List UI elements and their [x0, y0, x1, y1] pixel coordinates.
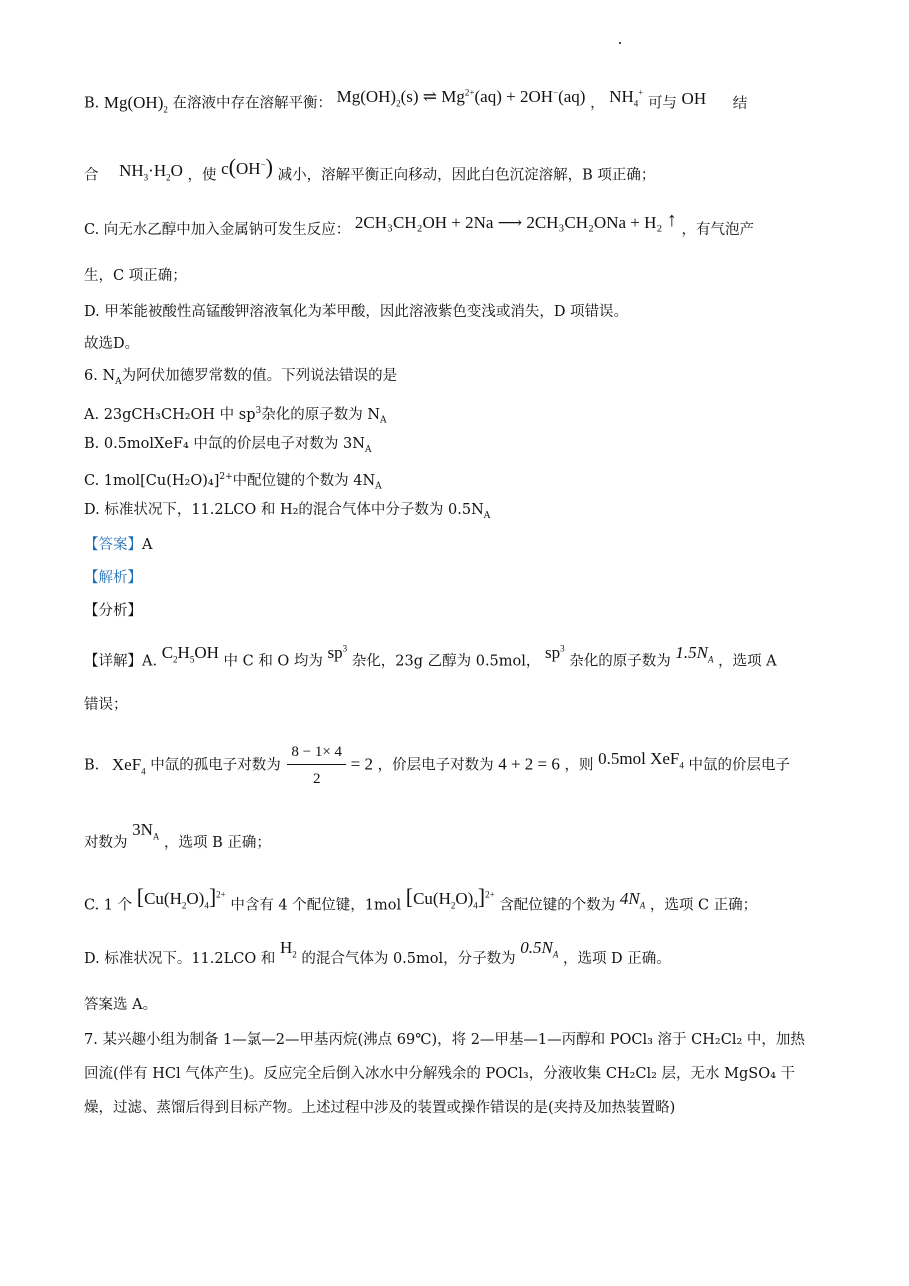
formula: XeF$_4$ [111, 754, 146, 776]
detail-a-line2: 错误； [84, 697, 128, 713]
analysis-tag: 【解析】 [84, 570, 142, 586]
answer-tag: 【答案】 [84, 537, 142, 553]
answer-value: A [142, 537, 153, 553]
formula: $3N_A$ [132, 820, 160, 842]
formula: $C_2H_5OH$ [161, 642, 219, 665]
detail-tag: 【详解】 [84, 653, 142, 670]
text: 故选D。 [84, 336, 140, 352]
formula: $1.5N_A$ [675, 642, 714, 665]
formula: $[Cu(H_2O)_4]^{2+}$ [405, 883, 495, 911]
formula: $Mg(OH)_2$ [103, 92, 168, 115]
equation: $Mg(OH)_2(s)$ ⇌ $Mg^{2+}(aq) + 2OH^-(aq)$ [336, 86, 586, 109]
text: 合 [84, 167, 99, 184]
text: D. 甲苯能被酸性高锰酸钾溶液氧化为苯甲酸，因此溶液紫色变浅或消失，D 项错误。 [84, 304, 629, 320]
formula: $4N_A$ [619, 888, 646, 911]
fenxi-tag: 【分析】 [84, 603, 142, 619]
text: ，有气泡产 [681, 222, 755, 238]
formula: $[Cu(H_2O)_4]^{2+}$ [136, 883, 226, 911]
formula: OH [681, 88, 707, 108]
option-b-line2 [84, 153, 656, 191]
detail-b-line2: 对数为 $3N_A$ ，选项 B 正确； [84, 820, 271, 851]
select-line [84, 334, 139, 354]
q7-line2: 回流(伴有 HCl 气体产生)。反应完全后倒入冰水中分解残余的 POCl₃，分液收集 CH₂Cl₂ 层，无水 MgSO₄ 干 [84, 1066, 795, 1082]
page-dot [619, 42, 621, 44]
option-c-line1 [84, 209, 755, 240]
formula: $NH_4^+$ [609, 86, 644, 109]
text: 减小，溶解平衡正向移动，因此白色沉淀溶解，B 项正确； [277, 167, 656, 184]
label: B. [84, 95, 100, 112]
answer-select-line: 答案选 A。 [84, 997, 158, 1013]
formula: $sp^3$ [545, 642, 565, 662]
fenxi-tag-line [84, 601, 142, 621]
text: ，使 [187, 167, 217, 184]
formula: $sp^3$ [327, 642, 348, 662]
detail-a-line1: 【详解】A. $C_2H_5OH$ 中 C 和 O 均为 $sp^3$ 杂化，23g 乙醇为 0.5mol， $sp^3$ 杂化的原子数为 $1.5N_A$ ，选项 A [84, 642, 777, 670]
q6-option-b: B. 0.5molXeF₄ 中氙的价层电子对数为 $3N_A$ [84, 436, 372, 455]
option-d-line [84, 302, 628, 322]
option-b-line1: B. $Mg(OH)_2$ 在溶液中存在溶解平衡： $Mg(OH)_2(s)$ ⇌ $Mg^{2+}(aq) + 2OH^-(aq)$ ， $NH_4^+$ 可与 OH 结 [84, 86, 748, 115]
formula: $NH_3\cdot H_2O$ [119, 160, 183, 183]
fraction: $\frac{8 - 1\times 4}{2}$ [287, 742, 346, 789]
q7-line3: 燥，过滤、蒸馏后得到目标产物。上述过程中涉及的装置或操作错误的是(夹持及加热装置略) [84, 1100, 676, 1116]
arrow-up: ↑ [666, 209, 677, 231]
detail-b-line1: B. XeF$_4$ 中氙的孤电子对数为 $\frac{8 - 1\times 4}{2}$ = 2 ，价层电子对数为 4 + 2 = 6 ，则 0.5mol XeF$_4$ 中氙的价层电子 [84, 744, 790, 787]
text: 生，C 项正确； [84, 268, 187, 284]
text: 在溶液中存在溶解平衡： [172, 95, 332, 112]
analysis-tag-line [84, 568, 142, 588]
q6-option-d: D. 标准状况下，11.2LCO 和 H₂的混合气体中分子数为 $0.5N_A$ [84, 502, 491, 521]
q7-line1: 7. 某兴趣小组为制备 1—氯—2—甲基丙烷(沸点 69℃)，将 2—甲基—1—丙醇和 POCl₃ 溶于 CH₂Cl₂ 中，加热 [84, 1032, 805, 1048]
text: C. 向无水乙醇中加入金属钠可发生反应： [84, 222, 351, 238]
formula: $H_2$ [279, 938, 297, 960]
text: 可与 [647, 95, 677, 112]
option-c-line2 [84, 266, 187, 286]
q6-stem: 6. $N_A$为阿伏加德罗常数的值。下列说法错误的是 [84, 368, 398, 387]
text: 结 [732, 95, 748, 112]
q6-option-c: C. $1mol[Cu(H_2O)_4]^{2+}$中配位键的个数为 $4N_A$ [84, 472, 382, 492]
q6-option-a: A. 23gCH₃CH₂OH 中 $sp^3$杂化的原子数为 $N_A$ [84, 406, 387, 426]
formula: 0.5mol XeF$_4$ [598, 748, 684, 770]
detail-c-line: C. 1 个 $[Cu(H_2O)_4]^{2+}$ 中含有 4 个配位键，1mol $[Cu(H_2O)_4]^{2+}$ 含配位键的个数为 $4N_A$ ，选项 C 正确； [84, 883, 758, 914]
formula: $0.5N_A$ [520, 938, 559, 960]
answer-line [84, 535, 152, 555]
detail-d-line: D. 标准状况下。11.2LCO 和 $H_2$ 的混合气体为 0.5mol，分子数为 $0.5N_A$ ，选项 D 正确。 [84, 938, 671, 967]
equation: 2CH₃CH₂OH + 2Na ⟶ 2CH₃CH₂ONa + H₂ [354, 213, 663, 232]
formula: c(OH−) [221, 153, 273, 179]
